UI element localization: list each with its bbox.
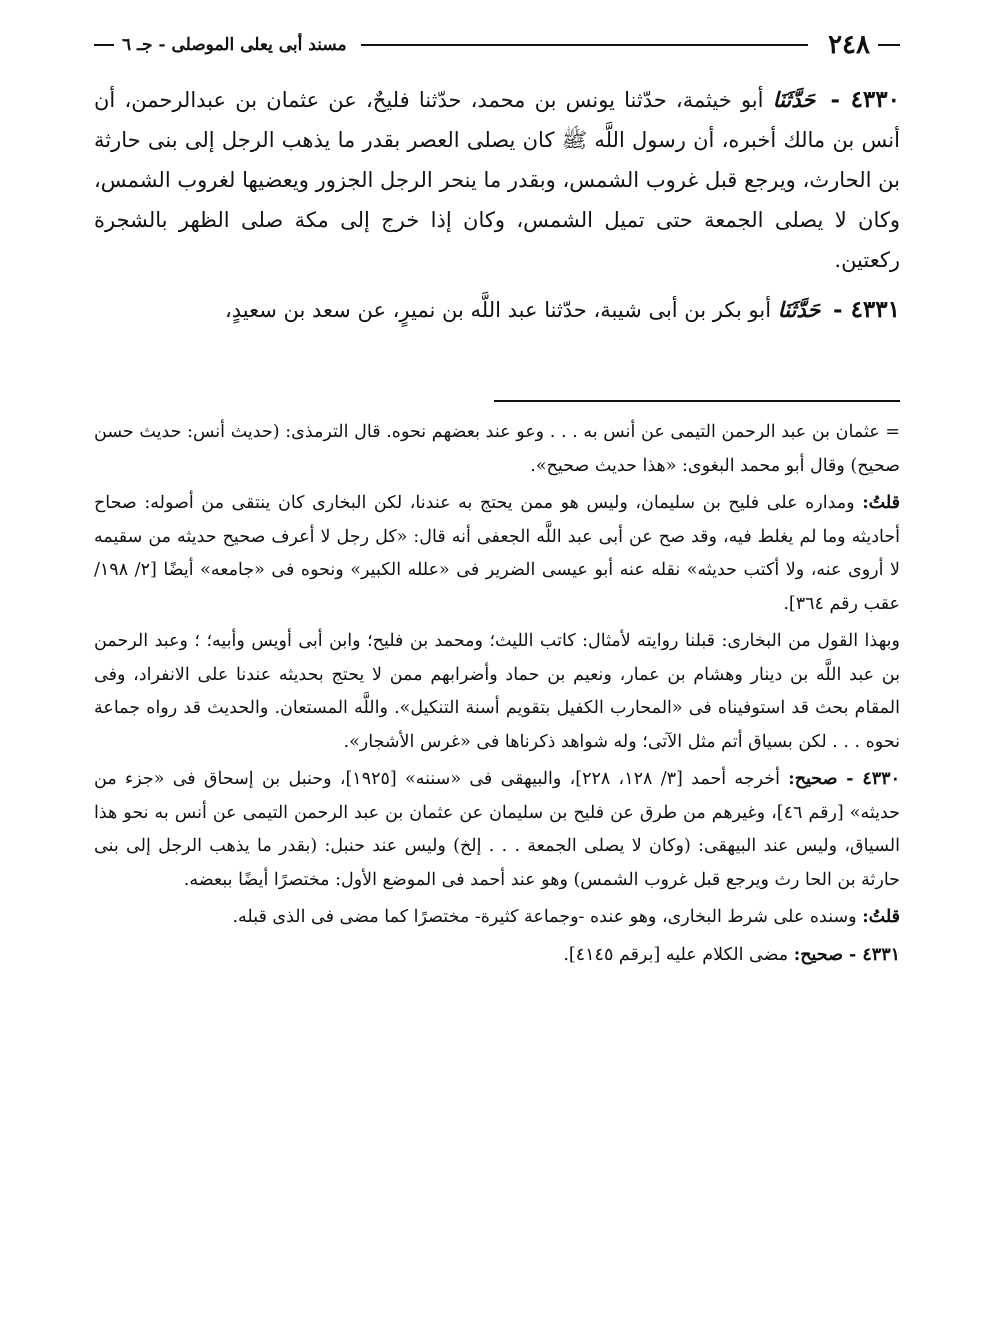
footnote-head: قلتُ:	[862, 493, 900, 513]
footnote-paragraph	[94, 939, 900, 973]
hadith-text: أبو بكر بن أبى شيبة، حدّثنا عبد اللَّه بن نميرٍ، عن سعد بن سعيدٍ،	[224, 298, 772, 322]
footnote-paragraph	[94, 416, 900, 483]
footnote-paragraph	[94, 625, 900, 759]
hadith-lead-word: حَدَّثَنَا	[777, 297, 821, 322]
hadith-lead-word: حَدَّثَنَا	[772, 87, 816, 112]
footnote-separator	[494, 400, 900, 402]
book-title: مسند أبى يعلى الموصلى - جـ ٦	[122, 35, 347, 55]
hadith-number: ٤٣٣٠ -	[830, 86, 900, 113]
footnote-text: وسنده على شرط البخارى، وهو عنده -وجماعة كثيرة- مختصرًا كما مضى فى الذى قبله.	[232, 907, 857, 927]
header-dash-right	[878, 44, 900, 46]
main-text	[94, 80, 900, 340]
footnote-head: ٤٣٣١ - صحيح:	[793, 944, 900, 965]
hadith-text: أبو خيثمة، حدّثنا يونس بن محمد، حدّثنا فليحٌ، عن عثمان بن عبدالرحمن، أن أنس بن مالك أخبره، أن رسول اللَّه ﷺ كان يصلى العصر بقدر ما يذهب الرجل إلى بنى حارثة بن الحارث، ويرجع قبل غروب الشمس، وبقدر ما ينحر الرجل الجزور ويعضيها لغروب الشمس، وكان لا يصلى الجمعة حتى تميل الشمس، وكان إذا خرج إلى مكة صلى الظهر بالشجرة ركعتين.	[94, 88, 900, 272]
footnote-paragraph	[94, 901, 900, 935]
footnote-text: وبهذا القول من البخارى: قبلنا روايته لأمثال: كاتب الليث؛ ومحمد بن فليح؛ وابن أبى أويس وأبيه؛ ؛ وعبد الرحمن بن عبد اللَّه بن دينار وهشام بن عمار، ونعيم بن حماد وأضرابهم ممن لا يحتج بحديثه عندنا على الانفراد، وفى المقام بحث قد استوفيناه فى «المحارب الكفيل بتقويم أسنة التنكيل». واللَّه المستعان. والحديث قد رواه جماعة نحوه . . . لكن بسياق أتم مثل الآتى؛ وله شواهد ذكرناها فى «غرس الأشجار».	[94, 631, 900, 752]
footnote-paragraph	[94, 763, 900, 897]
footnote-text: = عثمان بن عبد الرحمن التيمى عن أنس به . . . وعو عند بعضهم نحوه. قال الترمذى: (حديث أنس: حديث حسن صحيح) وقال أبو محمد البغوى: «هذا حديث صحيح».	[94, 422, 900, 476]
page-number: ٢٤٨	[828, 30, 870, 60]
running-header	[94, 28, 900, 62]
footnote-text: ومداره على فليح بن سليمان، وليس هو ممن يحتج به عندنا، لكن البخارى كان ينتقى من أصوله: صحاح أحاديثه وما لم يغلط فيه، وقد صح عن أبى عبد اللَّه الجعفى أنه قال: «كل رجل لا أعرف صحيح حديثه من سقيمه لا أروى عنه، ولا أكتب حديثه» نقله عنه أبو عيسى الضرير فى «علله الكبير» ونحوه فى «جامعه» أيضًا [٢/ ١٩٨/ عقب رقم ٣٦٤].	[94, 493, 900, 614]
footnote-text: مضى الكلام عليه [برقم ٤١٤٥].	[563, 944, 789, 965]
hadith-paragraph	[94, 80, 900, 280]
hadith-paragraph	[94, 290, 900, 330]
footnote-text: أخرجه أحمد [٣/ ١٢٨، ٢٢٨]، والبيهقى فى «سننه» [١٩٢٥]، وحنبل بن إسحاق فى «جزء من حديثه» [رقم ٤٦]، وغيرهم من طرق عن فليح بن سليمان عن عثمان بن عبد الرحمن التيمى عن أنس به نحو هذا السياق، وليس عند البيهقى: (وكان لا يصلى الجمعة . . . إلخ) وليس عند حنبل: (بقدر ما يذهب الرجل إلى بنى حارثة بن الحا رث ويرجع قبل غروب الشمس) وهو عند أحمد فى الموضع الأول: مختصرًا أيضًا ببعضه.	[94, 769, 900, 890]
footnote-head: قلتُ:	[862, 907, 900, 927]
header-rule	[361, 44, 808, 46]
footnote-paragraph	[94, 487, 900, 621]
header-dash-left	[94, 44, 114, 46]
footnotes	[94, 416, 900, 976]
hadith-number: ٤٣٣١ -	[833, 296, 900, 323]
footnote-head: ٤٣٣٠ - صحيح:	[788, 769, 900, 789]
